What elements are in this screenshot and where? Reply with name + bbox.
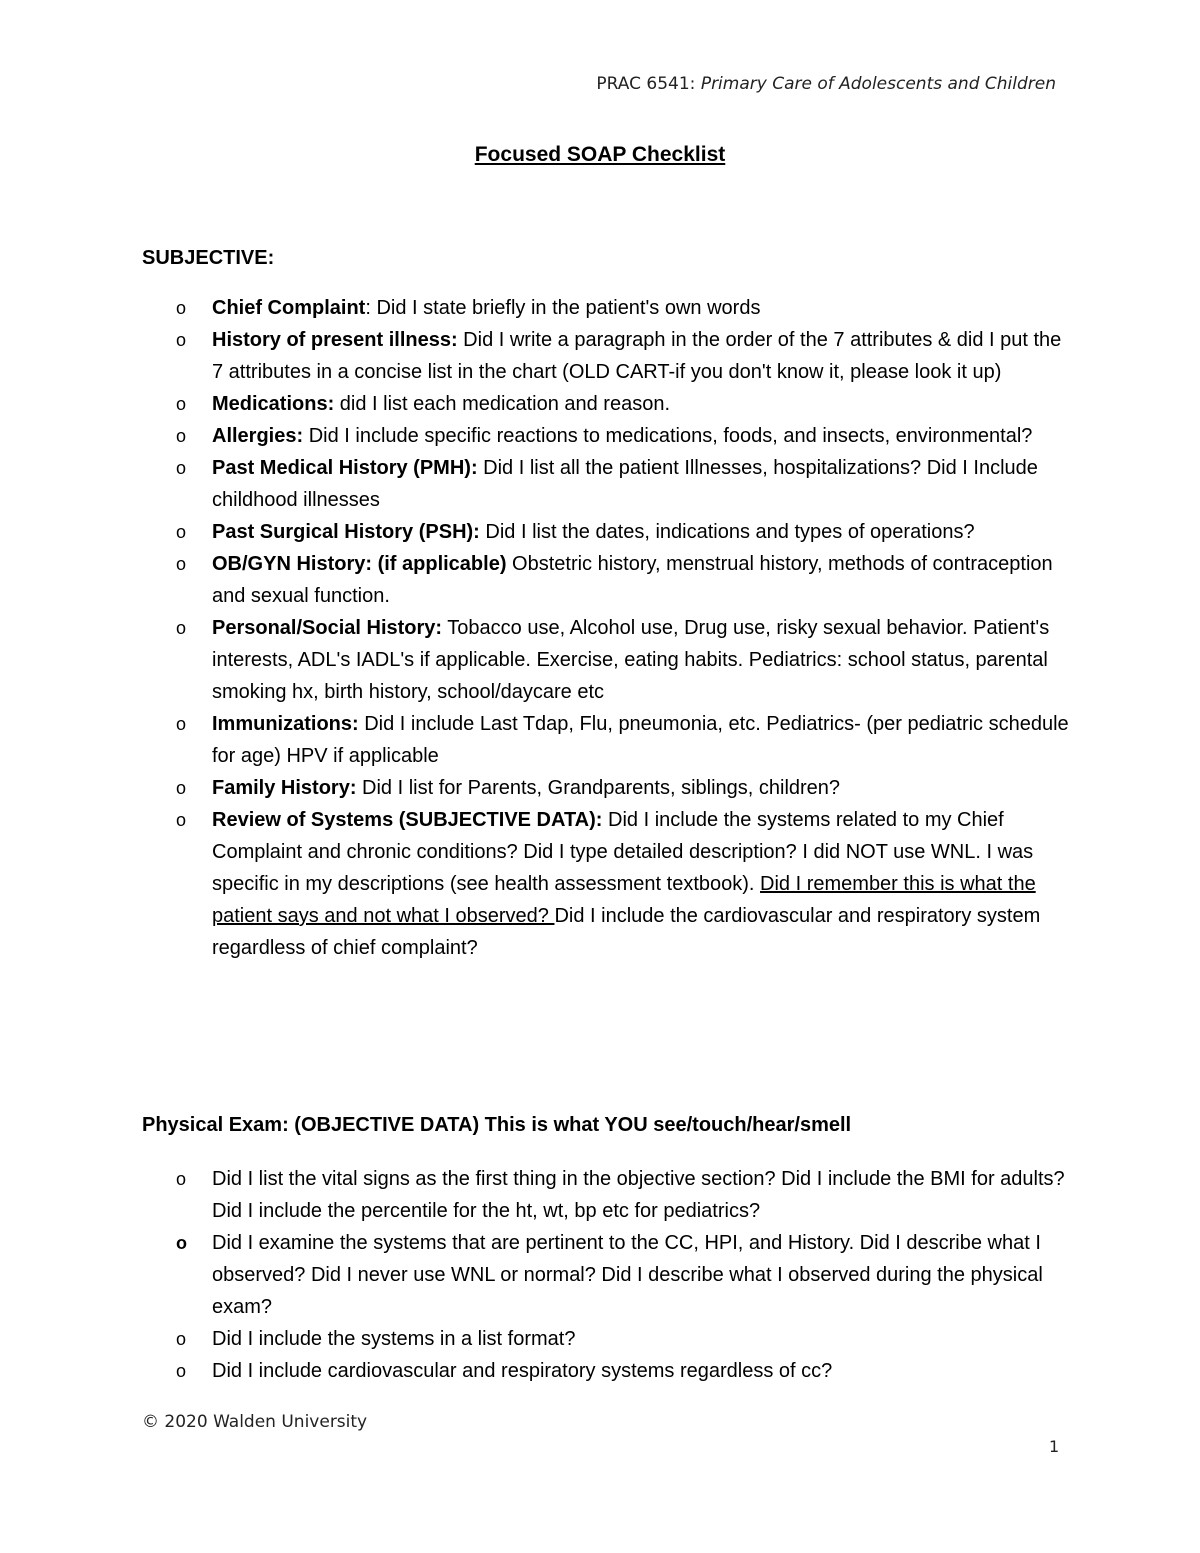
item-text: : Did I state briefly in the patient's own words [365, 297, 761, 319]
item-text: Did I list all the patient Illnesses, hospitalizations? Did I Include childhood illnesses [212, 457, 1038, 511]
item-label: Past Surgical History (PSH): [212, 521, 480, 543]
item-text-underlined: Did I remember this is what the patient says and not what I observed? [212, 873, 1036, 927]
list-item-ros [142, 804, 1072, 964]
item-text: Did I include cardiovascular and respiratory systems regardless of cc? [212, 1360, 833, 1382]
item-text: Tobacco use, Alcohol use, Drug use, risky sexual behavior. Patient's interests, ADL's IADL's if applicable. Exercise, eating habits. Pediatrics: school status, parental smoking hx, birth history, school/daycare etc [212, 617, 1050, 703]
item-label: Personal/Social History: [212, 617, 443, 639]
bullet-icon: o [176, 618, 187, 638]
bullet-icon: o [176, 1329, 187, 1349]
physical-exam-list [142, 1163, 1072, 1387]
bullet-icon: o [176, 1361, 187, 1381]
list-item [142, 452, 1072, 516]
page-number: 1 [1049, 1437, 1060, 1456]
bullet-icon: o [176, 554, 187, 574]
item-text: Did I list the vital signs as the first thing in the objective section? Did I include the BMI for adults? Did I include the percentile for the ht, wt, bp etc for pediatrics? [212, 1168, 1065, 1222]
item-text: did I list each medication and reason. [334, 393, 671, 415]
item-text: Did I list for Parents, Grandparents, siblings, children? [356, 777, 841, 799]
list-item [142, 1227, 1072, 1323]
list-item [142, 388, 1072, 420]
item-label: Review of Systems (SUBJECTIVE DATA): [212, 809, 603, 831]
item-text: Obstetric history, menstrual history, methods of contraception and sexual function. [212, 553, 1053, 607]
bullet-icon: o [176, 1169, 187, 1189]
item-label: OB/GYN History: (if applicable) [212, 553, 507, 575]
list-item [142, 548, 1072, 612]
course-title: Primary Care of Adolescents and Children [700, 74, 1056, 94]
item-label: Immunizations: [212, 713, 359, 735]
item-text: Did I examine the systems that are pertinent to the CC, HPI, and History. Did I describe what I observed? Did I never use WNL or normal? Did I describe what I observed during the physical exam? [212, 1232, 1043, 1318]
bullet-icon: o [176, 394, 187, 414]
item-text: Did I write a paragraph in the order of the 7 attributes & did I put the 7 attributes in a concise list in the chart (OLD CART-if you don't know it, please look it up) [212, 329, 1062, 383]
item-text: Did I include the systems in a list format? [212, 1328, 576, 1350]
list-item [142, 324, 1072, 388]
list-item [142, 612, 1072, 708]
bullet-icon: o [176, 522, 187, 542]
list-item [142, 420, 1072, 452]
list-item [142, 292, 1072, 324]
list-item [142, 1163, 1072, 1227]
list-item [142, 708, 1072, 772]
course-code: PRAC 6541: [596, 74, 696, 94]
list-item [142, 516, 1072, 548]
bullet-icon: o [176, 330, 187, 350]
bullet-icon: o [176, 810, 187, 830]
copyright-footer: © 2020 Walden University [142, 1412, 368, 1432]
item-label: Past Medical History (PMH): [212, 457, 478, 479]
item-text: Did I list the dates, indications and types of operations? [479, 521, 975, 543]
bullet-icon: o [176, 458, 187, 478]
physical-exam-heading: Physical Exam: (OBJECTIVE DATA) This is what YOU see/touch/hear/smell [142, 1114, 852, 1136]
item-text: Did I include the systems related to my Chief Complaint and chronic conditions? Did I type detailed description? I did NOT use WNL. I was specific in my descriptions (see health assessment textbook). [212, 809, 1034, 895]
item-label: History of present illness: [212, 329, 458, 351]
bullet-icon: o [176, 778, 187, 798]
bullet-icon: o [176, 1233, 187, 1253]
page-title: Focused SOAP Checklist [474, 143, 726, 166]
bullet-icon: o [176, 714, 187, 734]
bullet-icon: o [176, 426, 187, 446]
bullet-icon: o [176, 298, 187, 318]
item-text: Did I include Last Tdap, Flu, pneumonia, etc. Pediatrics- (per pediatric schedule for age) HPV if applicable [212, 713, 1069, 767]
running-header [596, 74, 1056, 94]
item-text: Did I include the cardiovascular and respiratory system regardless of chief complaint? [212, 905, 1041, 959]
item-label: Allergies: [212, 425, 304, 447]
list-item [142, 772, 1072, 804]
subjective-heading: SUBJECTIVE: [142, 247, 275, 269]
item-label: Family History: [212, 777, 357, 799]
item-text: Did I include specific reactions to medications, foods, and insects, environmental? [303, 425, 1033, 447]
subjective-list [142, 292, 1072, 964]
item-label: Medications: [212, 393, 335, 415]
item-label: Chief Complaint [212, 297, 366, 319]
list-item [142, 1323, 1072, 1355]
list-item [142, 1355, 1072, 1387]
